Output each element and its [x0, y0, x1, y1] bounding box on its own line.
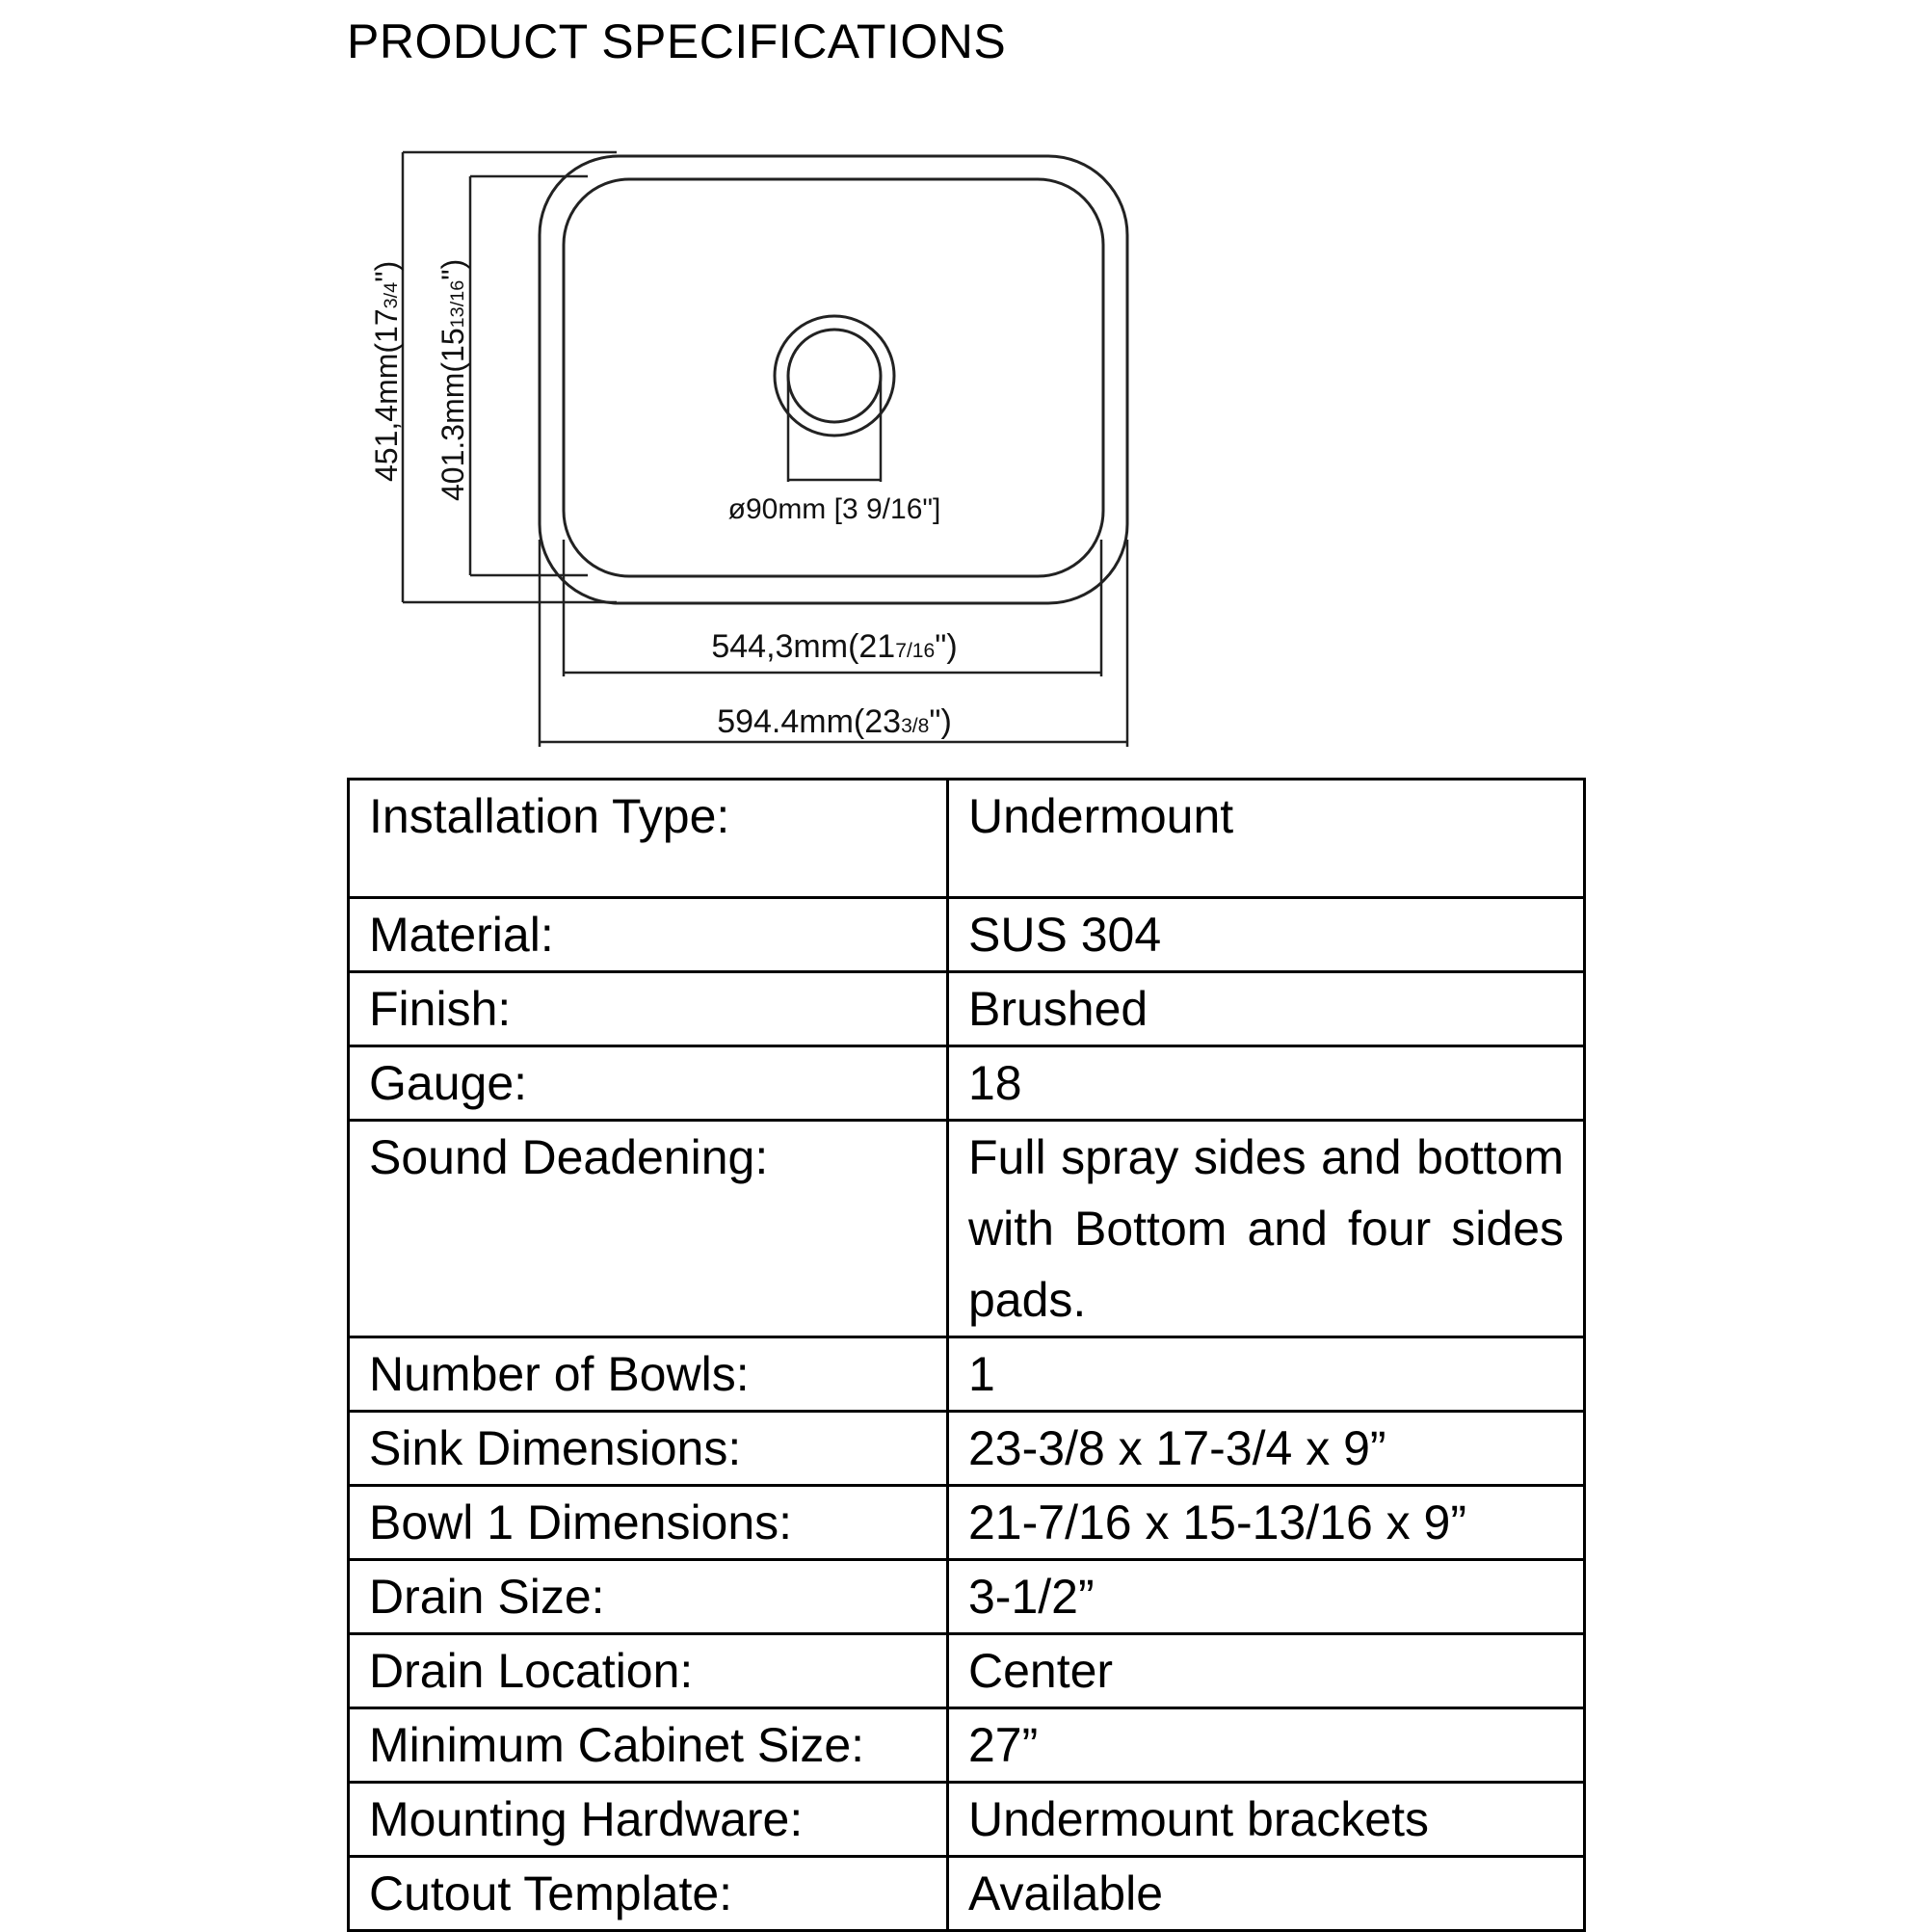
spec-value: 3-1/2”	[948, 1560, 1585, 1634]
drain-dimension-line	[788, 376, 881, 482]
bowl-height-dimension-line	[470, 176, 588, 575]
table-row	[349, 1121, 1585, 1337]
table-row	[349, 1857, 1585, 1931]
spec-label: Finish:	[349, 972, 948, 1046]
table-row	[349, 780, 1585, 898]
spec-label: Drain Location:	[349, 1634, 948, 1708]
spec-value: 21-7/16 x 15-13/16 x 9”	[948, 1486, 1585, 1560]
table-row	[349, 972, 1585, 1046]
table-row	[349, 1046, 1585, 1121]
table-row	[349, 1560, 1585, 1634]
spec-value: 1	[948, 1337, 1585, 1412]
page-title: PRODUCT SPECIFICATIONS	[347, 14, 1007, 68]
table-row	[349, 1708, 1585, 1783]
spec-value: 23-3/8 x 17-3/4 x 9”	[948, 1412, 1585, 1486]
table-row	[349, 898, 1585, 972]
table-row	[349, 1412, 1585, 1486]
specifications-table	[347, 778, 1586, 1932]
spec-value: Undermount	[948, 780, 1585, 898]
table-row	[349, 1783, 1585, 1857]
spec-value: 18	[948, 1046, 1585, 1121]
overall-width-label: 594.4mm(233/8")	[717, 703, 952, 740]
spec-label: Drain Size:	[349, 1560, 948, 1634]
spec-label: Minimum Cabinet Size:	[349, 1708, 948, 1783]
spec-label: Sound Deadening:	[349, 1121, 948, 1337]
spec-label: Number of Bowls:	[349, 1337, 948, 1412]
sink-outer-outline	[540, 156, 1127, 603]
sink-diagram	[0, 0, 1927, 771]
spec-value: Center	[948, 1634, 1585, 1708]
spec-label: Sink Dimensions:	[349, 1412, 948, 1486]
spec-label: Cutout Template:	[349, 1857, 948, 1931]
drain-dimension-label: ø90mm [3 9/16"]	[727, 493, 941, 525]
spec-value: Undermount brackets	[948, 1783, 1585, 1857]
bowl-width-label: 544,3mm(217/16")	[711, 628, 958, 665]
drain-outer-circle	[775, 316, 894, 436]
spec-label: Material:	[349, 898, 948, 972]
spec-value: 27”	[948, 1708, 1585, 1783]
table-row	[349, 1486, 1585, 1560]
spec-label: Mounting Hardware:	[349, 1783, 948, 1857]
spec-value: Available	[948, 1857, 1585, 1931]
bowl-height-label: 401.3mm(1513/16")	[436, 258, 470, 501]
spec-label: Bowl 1 Dimensions:	[349, 1486, 948, 1560]
table-row	[349, 1337, 1585, 1412]
overall-height-label: 451,4mm(173/4")	[369, 260, 404, 482]
spec-value: Brushed	[948, 972, 1585, 1046]
spec-value: SUS 304	[948, 898, 1585, 972]
spec-label: Gauge:	[349, 1046, 948, 1121]
drain-inner-circle	[788, 330, 881, 422]
table-row	[349, 1634, 1585, 1708]
spec-value: Full spray sides and bottom with Bottom and four sides pads.	[948, 1121, 1585, 1337]
spec-label: Installation Type:	[349, 780, 948, 898]
